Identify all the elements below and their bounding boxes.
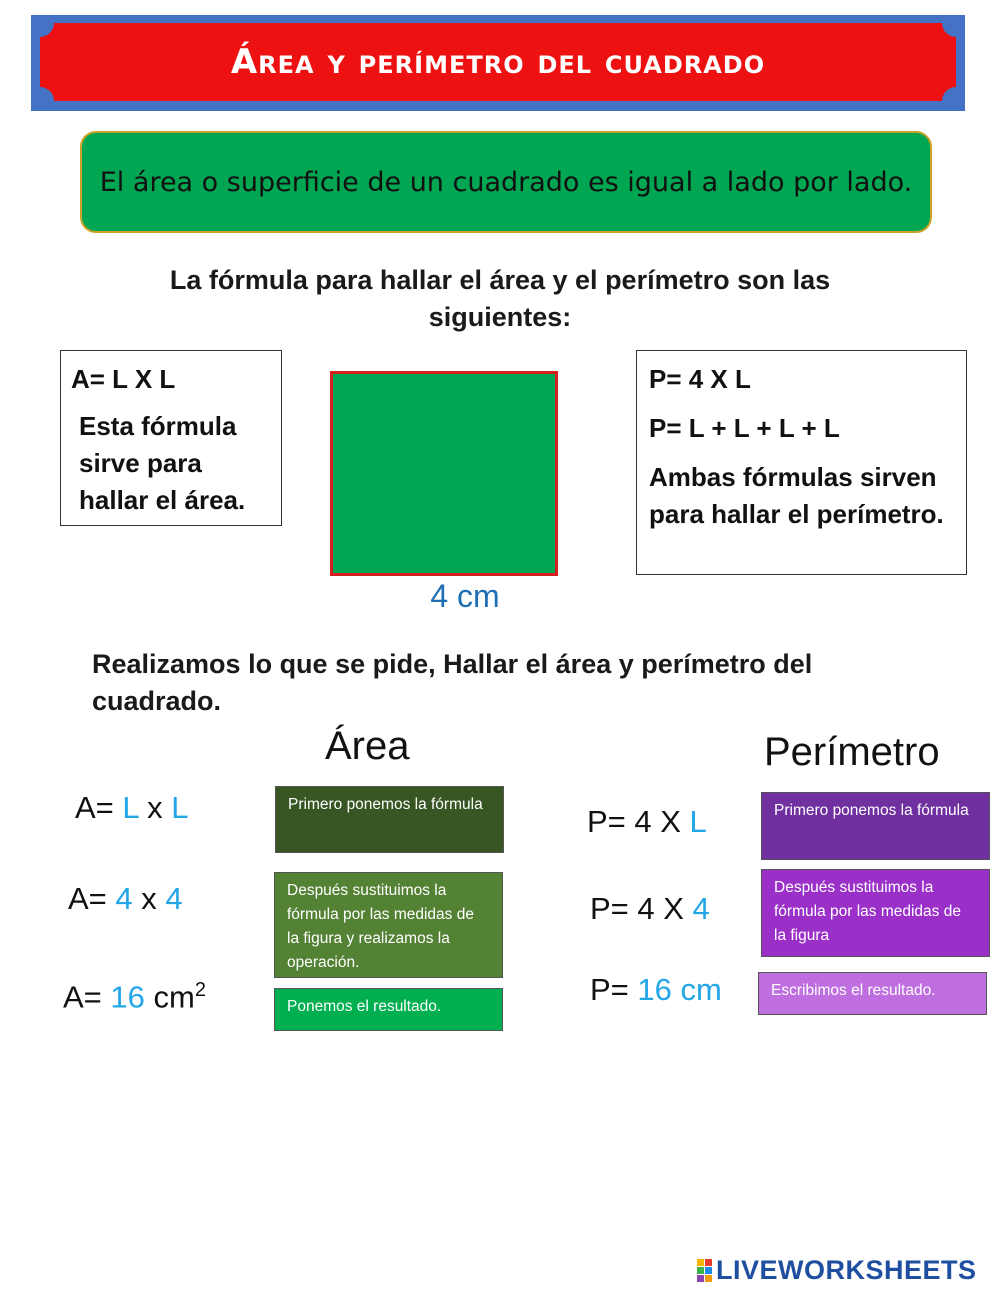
eq-operand-a: L [122, 790, 139, 825]
eq-unit: cm [144, 979, 195, 1015]
perimeter-step-1-note: Primero ponemos la fórmula [761, 792, 990, 860]
area-equation-2 [68, 881, 183, 917]
eq-exponent: 2 [194, 979, 206, 1001]
area-equation-1 [75, 790, 188, 826]
eq-operand-a: 4 [692, 891, 710, 926]
perimeter-formula-1: P= 4 X L [649, 364, 751, 394]
area-formula: A= L X L [71, 364, 176, 394]
liveworksheets-logo-icon [697, 1259, 712, 1282]
eq-operator: x [132, 881, 166, 916]
perimeter-equation-1 [587, 804, 707, 840]
perimeter-heading: Perímetro [764, 730, 940, 774]
area-step-1-note: Primero ponemos la fórmula [275, 786, 504, 853]
formula-intro: La fórmula para hallar el área y el perímetro son las siguientes: [169, 265, 831, 332]
eq-prefix: P= [590, 972, 638, 1007]
page-title: Área y perímetro del cuadrado [230, 42, 766, 82]
perimeter-formula-card [636, 350, 967, 575]
eq-operand-b: L [171, 790, 189, 825]
definition-box: El área o superficie de un cuadrado es igual a lado por lado. [80, 131, 932, 233]
area-formula-description: Esta fórmula sirve para hallar el área. [79, 411, 246, 515]
perimeter-equation-3 [590, 972, 722, 1008]
area-heading: Área [325, 724, 410, 768]
square-figure [330, 371, 558, 576]
eq-prefix: P= 4 X [587, 804, 690, 839]
perimeter-equation-2 [590, 891, 710, 927]
area-step-3-note: Ponemos el resultado. [274, 988, 503, 1031]
perimeter-formula-2: P= L + L + L + L [649, 413, 840, 443]
eq-prefix: P= 4 X [590, 891, 693, 926]
area-formula-card [60, 350, 282, 526]
area-equation-3 [63, 979, 206, 1015]
eq-operand-a: 4 [115, 881, 133, 916]
eq-prefix: A= [75, 790, 123, 825]
eq-result: 16 [110, 979, 145, 1015]
area-step-2-note: Después sustituimos la fórmula por las medidas de la figura y realizamos la operación. [274, 872, 503, 978]
perimeter-formula-description: Ambas fórmulas sirven para hallar el perímetro. [649, 462, 944, 529]
eq-operand-b: 4 [165, 881, 183, 916]
liveworksheets-logo[interactable] [697, 1255, 977, 1285]
perimeter-step-3-note: Escribimos el resultado. [758, 972, 987, 1015]
square-side-label: 4 cm [430, 578, 500, 614]
eq-result: 16 cm [637, 972, 722, 1007]
task-instructions: Realizamos lo que se pide, Hallar el área y perímetro del cuadrado. [92, 649, 813, 716]
eq-operator: x [138, 790, 172, 825]
logo-text: LIVEWORKSHEETS [716, 1254, 977, 1285]
perimeter-step-2-note: Después sustituimos la fórmula por las medidas de la figura [761, 869, 990, 957]
eq-operand-a: L [689, 804, 707, 839]
eq-prefix: A= [68, 881, 116, 916]
eq-prefix: A= [63, 979, 111, 1015]
